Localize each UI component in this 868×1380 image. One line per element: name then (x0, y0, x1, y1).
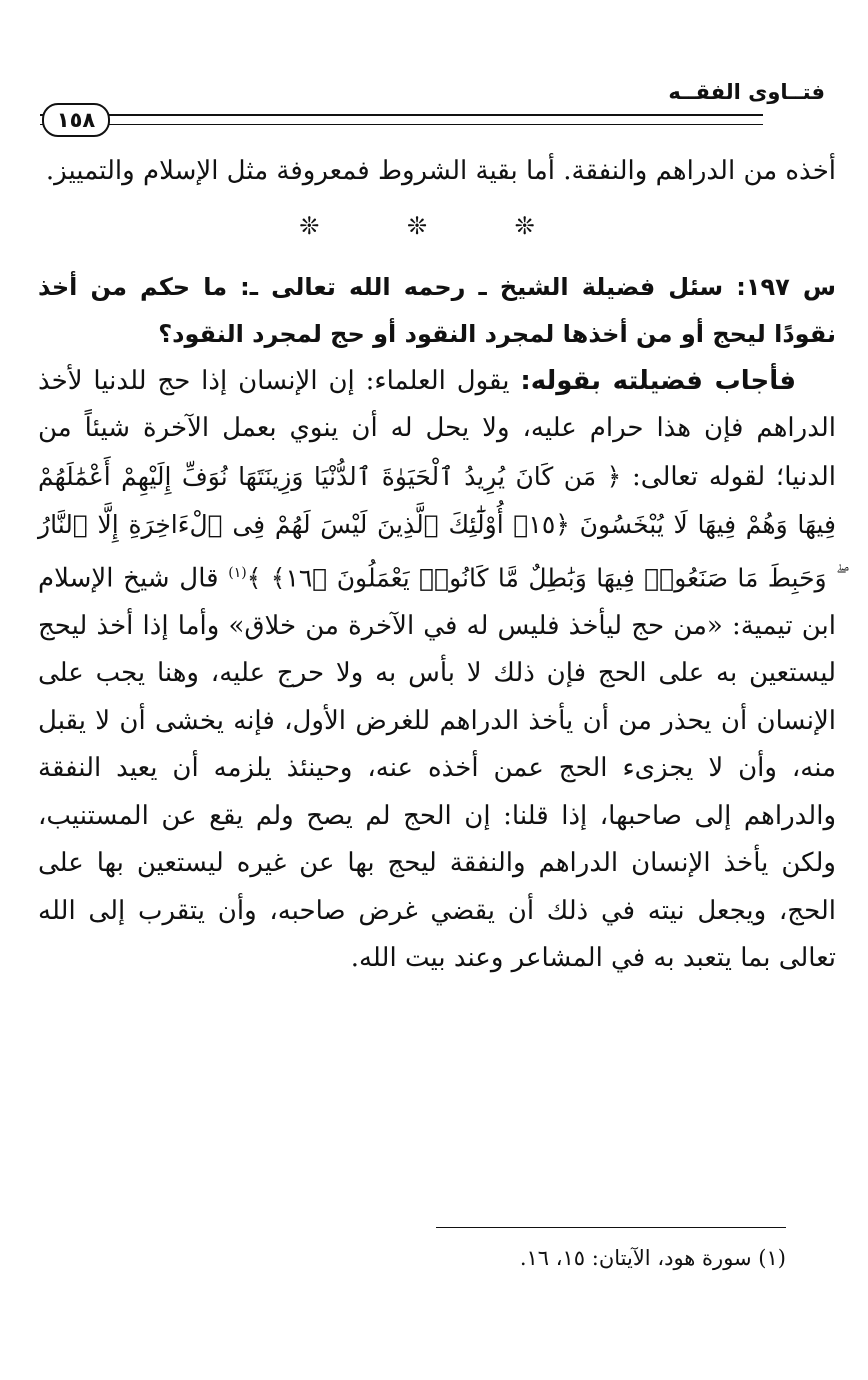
main-text (38, 148, 836, 983)
answer-part2: قال شيخ الإسلام ابن تيمية: «من حج ليأخذ فليس له في الآخرة من خلاق» وأما إذا أخذ ليحج ليستعين به على الحج فإن ذلك لا بأس به ولا حرج عليه، وهنا يجب على الإنسان أن يحذر من أن يأخذ الدراهم للغرض الأول، فإنه يخشى أن لا يقبل منه، وأن لا يجزىء الحج عمن أخذه عنه، وحينئذ يلزمه أن يعيد النفقة والدراهم إلى صاحبها، إذا قلنا: إن الحج لم يصح ولم يقع عن المستنيب، ولكن يأخذ الإنسان الدراهم والنفقة ليحج بها عن غيره ليستعين بها على الحج، ويجعل نيته في ذلك أن يقضي غرض صاحبه، وأن يتقرب إلى الله تعالى بما يتعبد به في المشاعر وعند بيت الله. (38, 563, 836, 974)
continuation-paragraph: أخذه من الدراهم والنفقة. أما بقية الشروط فمعروفة مثل الإسلام والتمييز. (45, 156, 836, 186)
page-header (40, 70, 835, 140)
footnote-separator (436, 1227, 786, 1228)
quran-verse: ﴿ مَن كَانَ يُرِيدُ ٱلْحَيَوٰةَ ٱلدُّنْيَا وَزِينَتَهَا نُوَفِّ إِلَيْهِمْ أَعْمَٰلَهُمْ فِيهَا وَهُمْ فِيهَا لَا يُبْخَسُونَ ﴿١٥﴾ أُوْلَٰٓئِكَ ٱلَّذِينَ لَيْسَ لَهُمْ فِى ٱلْءَاخِرَةِ إِلَّا ٱلنَّارُ ۖ وَحَبِطَ مَا صَنَعُوا۟ فِيهَا وَبَٰطِلٌ مَّا كَانُوا۟ يَعْمَلُونَ ﴿١٦﴾ ﴾ (38, 461, 836, 593)
section-separator: ❊ ❊ ❊ (299, 211, 575, 240)
answer-part1: يقول العلماء: إن الإنسان إذا حج للدنيا لأخذ الدراهم فإن هذا حرام عليه، ولا يحل له أن ينوي بعمل الآخرة شيئاً من الدنيا؛ لقوله تعالى: (38, 365, 837, 492)
answer-paragraph (38, 358, 836, 983)
answer-lead: فأجاب فضيلته بقوله: (520, 365, 796, 396)
question-paragraph: س ١٩٧: سئل فضيلة الشيخ ـ رحمه الله تعالى ـ: ما حكم من أخذ نقودًا ليحج أو من أخذها لمجرد النقود أو حج لمجرد النقود؟ (38, 272, 836, 348)
page-number: ١٥٨ (42, 103, 110, 137)
header-double-rule (40, 114, 763, 125)
footnote: (١) سورة هود، الآيتان: ١٥، ١٦. (519, 1246, 786, 1270)
footnote-reference: (١) (228, 564, 247, 581)
running-title: فتــاوى الفقــه (668, 80, 825, 104)
